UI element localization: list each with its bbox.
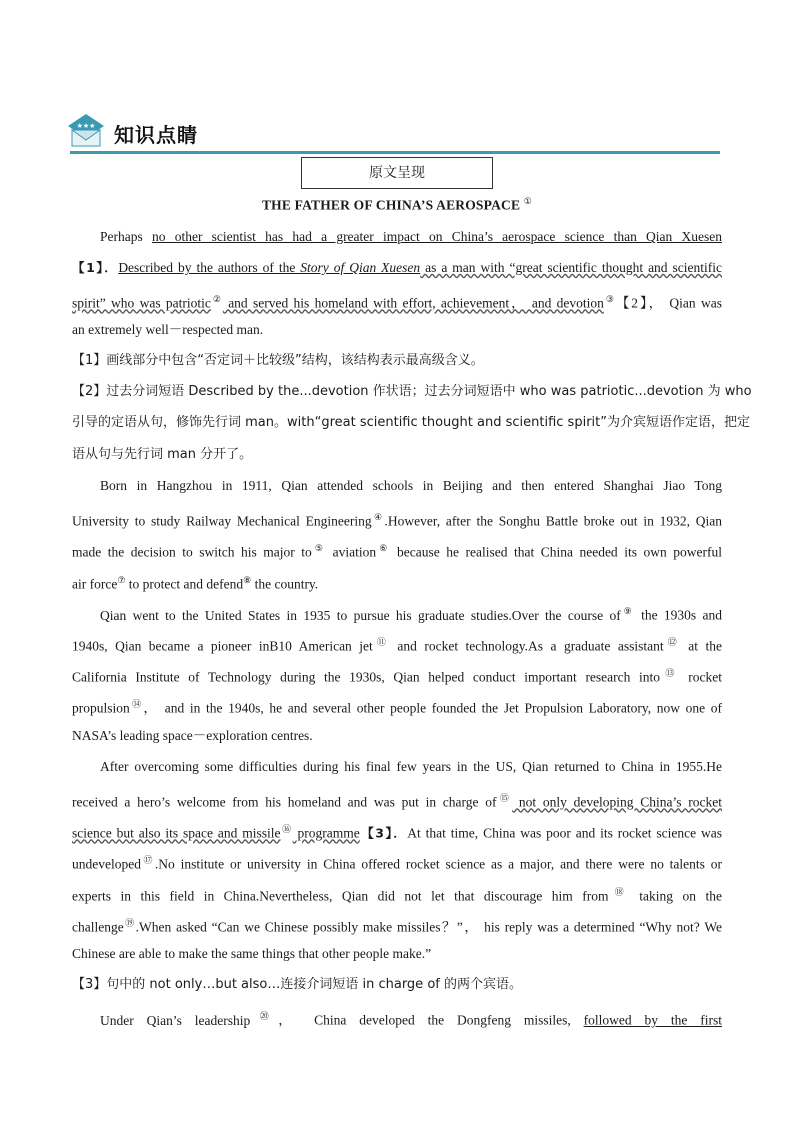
text-line: Born in Hangzhou in 1911, Qian attended schools in Beijing and then entered Shanghai Jiao Tong (100, 478, 722, 493)
header-divider (70, 151, 720, 154)
text-line: received a hero’s welcome from his homeland and was put in charge of⑮ not only developing China’s rocket (72, 793, 722, 810)
text-line: 1940s, Qian became a pioneer inB10 American jet⑪ and rocket technology.As a graduate assistant⑫ at the (72, 637, 722, 654)
text-line: science but also its space and missile⑯ programme【3】．At that time, China was poor and its rocket science was (72, 824, 723, 841)
text-line: University to study Railway Mechanical Engineering④.However, after the Songhu Battle broke out in 1932, Qian (72, 512, 722, 529)
svg-text:★★★: ★★★ (76, 122, 96, 130)
text-line: Under Qian’s leadership⑳， China developed the Dongfeng missiles, followed by the first (100, 1011, 722, 1028)
text-line: propulsion⑭， and in the 1940s, he and several other people founded the Jet Propulsion Laboratory, now one of (72, 699, 722, 716)
note-line: 【1】画线部分中包含“否定词＋比较级”结构，该结构表示最高级含义。 (72, 353, 484, 368)
text-line: California Institute of Technology during the 1930s, Qian helped conduct important research into⑬ rocket (72, 668, 722, 685)
section-title: 知识点睛 (114, 123, 198, 147)
stars-envelope-icon (66, 112, 106, 148)
note-line: 【2】过去分词短语 Described by the...devotion 作状语；过去分词短语中 who was patriotic...devotion 为 who (72, 384, 752, 399)
text-line: experts in this field in China.Nevertheless, Qian did not let that discourage him from⑱ taking on the (72, 887, 722, 904)
text-line: NASA’s leading space－exploration centres. (72, 728, 313, 743)
text-line: 【1】．Described by the authors of the Story of Qian Xuesen as a man with “great scientific thought and scientific (72, 260, 722, 275)
text-line: After overcoming some difficulties during his final few years in the US, Qian returned to China in 1955.He (100, 759, 722, 774)
text-line: air force⑦ to protect and defend⑧ the country. (72, 575, 319, 592)
text-line: Qian went to the United States in 1935 to pursue his graduate studies.Over the course of⑨ the 1930s and (100, 606, 722, 623)
note-line: 引导的定语从句，修饰先行词 man。with“great scientific thought and scientific spirit”为介宾短语作定语，把定 (72, 415, 750, 430)
text-line: challenge⑲.When asked “Can we Chinese possibly make missiles？”， his reply was a determined “Why not? We (72, 918, 722, 935)
box-title: 原文呈现 (301, 157, 493, 189)
note-line: 【3】句中的 not only…but also…连接介词短语 in charge of 的两个宾语。 (72, 977, 522, 992)
text-line: an extremely well－respected man. (72, 322, 264, 337)
section-header (66, 110, 722, 158)
text-line: undeveloped⑰.No institute or university in China offered rocket science as a major, and there were no talents or (72, 855, 722, 872)
text-line: Perhaps no other scientist has had a greater impact on China’s aerospace science than Qian Xuesen (100, 229, 722, 244)
text-line: Chinese are able to make the same things that other people make.” (72, 946, 432, 961)
text-line: made the decision to switch his major to⑤ aviation⑥ because he realised that China needed its own powerful (72, 543, 722, 560)
document-title: THE FATHER OF CHINA’S AEROSPACE ① (261, 196, 533, 213)
text-line: spirit” who was patriotic② and served his homeland with effort, achievement， and devotion③【2】， Qian was (72, 294, 722, 311)
note-line: 语从句与先行词 man 分开了。 (72, 447, 253, 462)
